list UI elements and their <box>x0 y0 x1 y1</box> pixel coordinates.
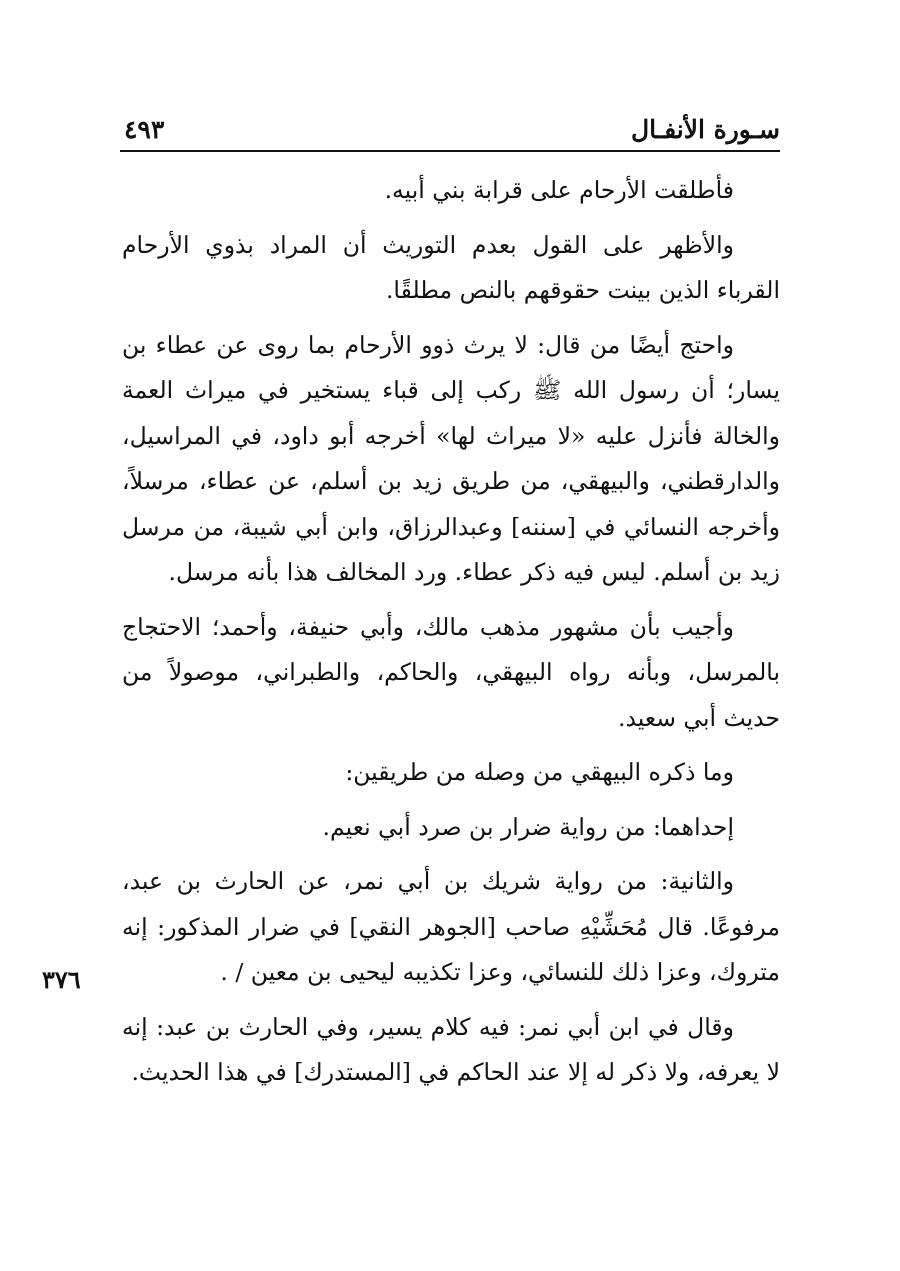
paragraph: واحتج أيضًا من قال: لا يرث ذوو الأرحام بما روى عن عطاء بن يسار؛ أن رسول الله ﷺ ركب إلى قباء يستخير في ميراث العمة والخالة فأنزل عليه «لا ميراث لها» أخرجه أبو داود، في المراسيل، والدارقطني، والبيهقي، من طريق زيد بن أسلم، عن عطاء، مرسلاً، وأخرجه النسائي في [سننه] وعبدالرزاق، وابن أبي شيبة، من مرسل زيد بن أسلم. ليس فيه ذكر عطاء. ورد المخالف هذا بأنه مرسل. <box>122 330 780 586</box>
page-header <box>122 112 780 148</box>
paragraph: والثانية: من رواية شريك بن أبي نمر، عن الحارث بن عبد، مرفوعًا. قال مُحَشِّيْهِ صاحب [الجوهر النقي] في ضرار المذكور: إنه متروك، وعزا ذلك للنسائي، وعزا تكذيبه ليحيى بن معين / . <box>122 867 780 986</box>
paragraph: وقال في ابن أبي نمر: فيه كلام يسير، وفي الحارث بن عبد: إنه لا يعرفه، ولا ذكر له إلا عند الحاكم في [المستدرك] في هذا الحديث. <box>122 1012 780 1086</box>
paragraph: إحداهما: من رواية ضرار بن صرد أبي نعيم. <box>322 812 734 841</box>
paragraph: فأطلقت الأرحام على قرابة بني أبيه. <box>384 176 734 204</box>
paragraph: والأظهر على القول بعدم التوريث أن المراد بذوي الأرحام القرباء الذين بينت حقوقهم بالنص مطلقًا. <box>122 230 780 304</box>
paragraph: وأجيب بأن مشهور مذهب مالك، وأبي حنيفة، وأحمد؛ الاحتجاج بالمرسل، وبأنه رواه البيهقي، والحاكم، والطبراني، موصولاً من حديث أبي سعيد. <box>122 612 780 732</box>
surah-title: سـورة الأنفـال <box>631 115 780 144</box>
header-divider <box>120 150 780 152</box>
margin-page-reference: ٣٧٦ <box>42 965 81 994</box>
paragraph: وما ذكره البيهقي من وصله من طريقين: <box>345 758 734 786</box>
body-text <box>122 168 780 1105</box>
page-number: ٤٩٣ <box>124 115 165 144</box>
